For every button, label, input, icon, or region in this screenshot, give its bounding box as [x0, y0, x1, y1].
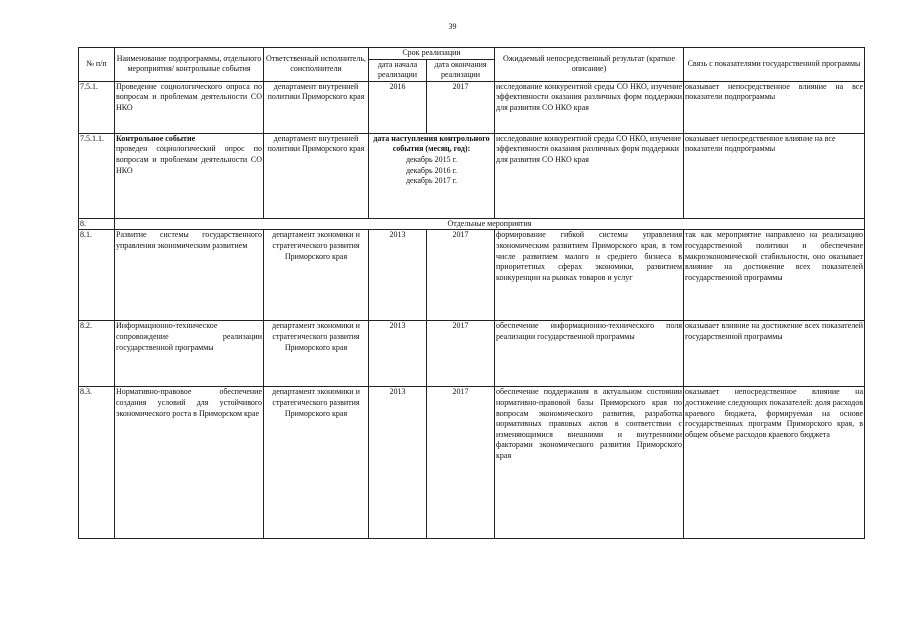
- row-end: 2017: [427, 230, 495, 321]
- row-end: 2017: [427, 387, 495, 539]
- row-num: 7.5.1.: [79, 81, 115, 133]
- row-result: обеспечение информационно-технического поля реализации государственной программы: [495, 321, 684, 387]
- section-num: 8.: [79, 218, 115, 230]
- header-link: Связь с показателями государственной программы: [684, 48, 865, 82]
- table-row: [79, 133, 865, 218]
- header-term: Срок реализации: [369, 48, 495, 60]
- row-num: 8.3.: [79, 387, 115, 539]
- section-title: Отдельные мероприятия: [115, 218, 865, 230]
- row-responsible: департамент внутренней политики Приморского края: [264, 133, 369, 218]
- row-name: [115, 133, 264, 218]
- row-name: Нормативно-правовое обеспечение создания условий для устойчивого экономического роста в Приморском крае: [115, 387, 264, 539]
- table-row: [79, 230, 865, 321]
- row-end: 2017: [427, 81, 495, 133]
- control-event-text: проведен социологический опрос по вопросам и проблемам деятельности СО НКО: [116, 144, 262, 175]
- header-name: Наименование подпрограммы, отдельного мероприятия/ контрольные события: [115, 48, 264, 82]
- control-date-values: декабрь 2015 г. декабрь 2016 г. декабрь 2017 г.: [405, 154, 458, 186]
- row-name: Информационно-техническое сопровождение реализации государственной программы: [115, 321, 264, 387]
- program-activities-table: [78, 47, 865, 539]
- row-name: Проведение социологического опроса по вопросам и проблемам деятельности СО НКО: [115, 81, 264, 133]
- row-responsible: департамент экономики и стратегического развития Приморского края: [264, 387, 369, 539]
- row-num: 8.2.: [79, 321, 115, 387]
- control-date-label: дата наступления контрольного события (месяц, год):: [373, 133, 490, 154]
- row-result: исследование конкурентной среды СО НКО, изучение эффективности оказания различных форм поддержки для развития СО НКО края: [495, 81, 684, 133]
- row-responsible: департамент экономики и стратегического развития Приморского края: [264, 230, 369, 321]
- row-link: оказывает влияние на достижение всех показателей государственной программы: [684, 321, 865, 387]
- row-result: обеспечение поддержания в актуальном состоянии нормативно-правовой базы Приморского края по вопросам экономического развития, разработка нормативных правовых актов в соответствии с изменяющимися внешними и внутренними факторами экономического развития Приморского края: [495, 387, 684, 539]
- row-link: оказывает непосредственное влияние на все показатели подпрограммы: [684, 81, 865, 133]
- page-number: 39: [448, 22, 457, 31]
- row-link: так как мероприятие направлено на реализацию государственной политики и обеспечение макроэкономической стабильности, оно оказывает влияние на достижение всех показателей государственной программы: [684, 230, 865, 321]
- row-responsible: департамент экономики и стратегического развития Приморского края: [264, 321, 369, 387]
- row-start: 2016: [369, 81, 427, 133]
- header-result: Ожидаемый непосредственный результат (краткое описание): [495, 48, 684, 82]
- header-start: дата начала реализации: [369, 59, 427, 81]
- table-row: [79, 387, 865, 539]
- header-end: дата окончания реализации: [427, 59, 495, 81]
- row-end: 2017: [427, 321, 495, 387]
- row-control-dates: [369, 133, 495, 218]
- header-responsible: Ответственный исполнитель, соисполнители: [264, 48, 369, 82]
- row-start: 2013: [369, 230, 427, 321]
- row-responsible: департамент внутренней политики Приморского края: [264, 81, 369, 133]
- table-row: [79, 321, 865, 387]
- row-num: 8.1.: [79, 230, 115, 321]
- row-result: исследование конкурентной среды СО НКО, изучение эффективности оказания различных форм поддержки для развития СО НКО края: [495, 133, 684, 218]
- row-name: Развитие системы государственного управления экономическим развитием: [115, 230, 264, 321]
- section-row: [79, 218, 865, 230]
- row-link: оказывает непосредственное влияние на достижение следующих показателей: доля расходов краевого бюджета, формируемая на основе государственных программ Приморского края, в общем объеме расходов краевого бюджета: [684, 387, 865, 539]
- table-header-row: [79, 48, 865, 60]
- control-event-label: Контрольное событие: [116, 133, 196, 143]
- row-link: оказывает непосредственное влияние на все показатели подпрограммы: [684, 133, 865, 218]
- row-num: 7.5.1.1.: [79, 133, 115, 218]
- table-row: [79, 81, 865, 133]
- row-start: 2013: [369, 321, 427, 387]
- row-result: формирование гибкой системы управления экономическим развитием Приморского края, в том числе развитием малого и среднего бизнеса в приоритетных сферах экономики, развитием конкуренции на рынках товаров и услуг: [495, 230, 684, 321]
- row-start: 2013: [369, 387, 427, 539]
- header-num: № п/п: [79, 48, 115, 82]
